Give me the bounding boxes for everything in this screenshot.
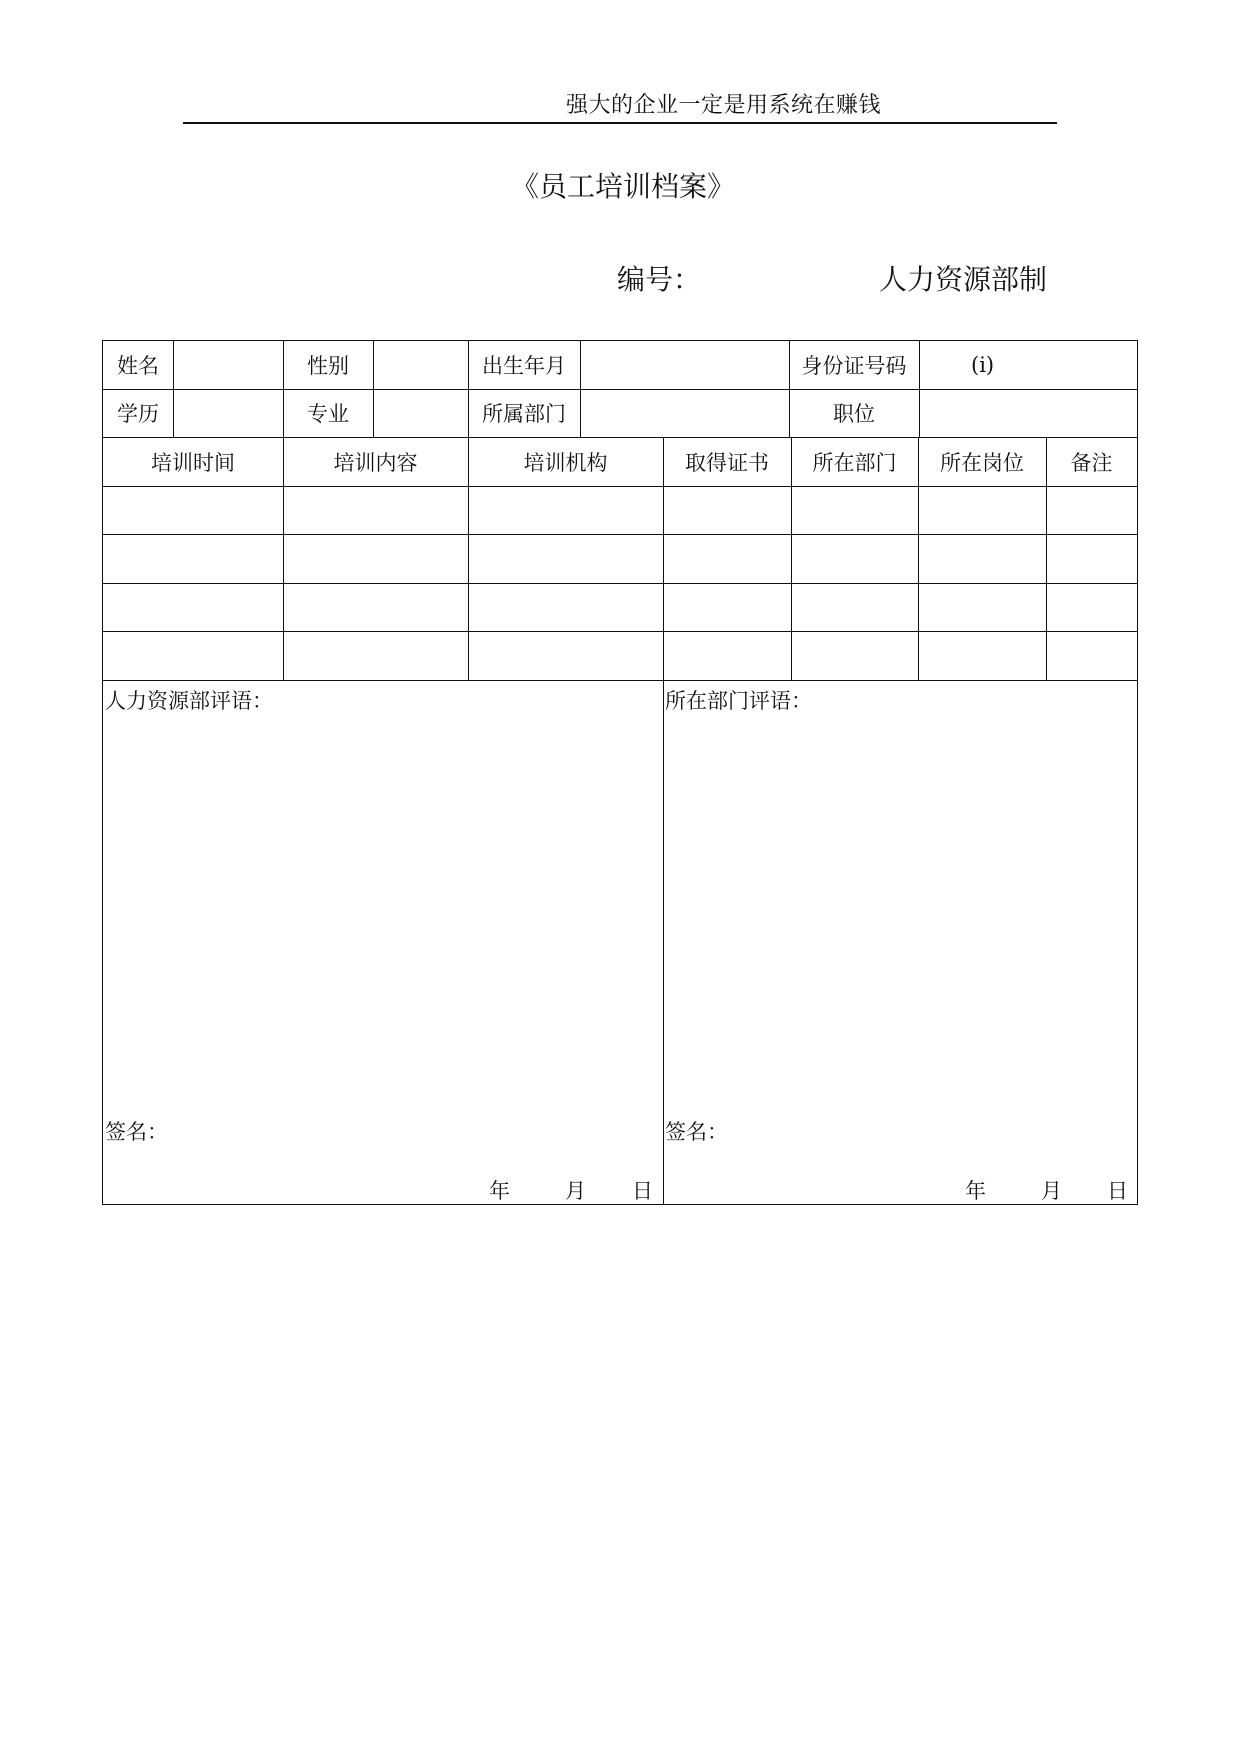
table-row-cell[interactable] [663, 583, 791, 631]
table-row-cell[interactable] [791, 631, 918, 680]
table-row-cell[interactable] [918, 583, 1046, 631]
name-label: 姓名 [117, 354, 159, 378]
dept-comment-label: 所在部门评语： [665, 689, 812, 713]
hr-date-month: 月 [565, 1179, 586, 1203]
header-divider [183, 122, 1057, 124]
table-row-cell[interactable] [1046, 631, 1137, 680]
department-label: 所属部门 [482, 402, 566, 426]
position-label: 职位 [833, 402, 875, 426]
training-header-department: 所在部门 [812, 450, 897, 475]
table-row-cell[interactable] [918, 486, 1046, 534]
training-header-content: 培训内容 [333, 450, 418, 475]
hr-date-year: 年 [489, 1179, 510, 1203]
table-row-cell[interactable] [103, 631, 283, 680]
table-row-cell[interactable] [468, 583, 663, 631]
training-header-institution: 培训机构 [523, 450, 608, 475]
table-row-cell[interactable] [283, 631, 468, 680]
gender-field[interactable] [373, 341, 468, 389]
table-row-cell[interactable] [103, 486, 283, 534]
table-row-cell[interactable] [791, 583, 918, 631]
table-row-cell[interactable] [918, 631, 1046, 680]
training-record-form [102, 340, 1138, 1205]
table-row-cell[interactable] [1046, 486, 1137, 534]
hr-comment-label: 人力资源部评语： [105, 689, 273, 713]
training-header-remarks: 备注 [1070, 450, 1113, 475]
table-row-cell[interactable] [1046, 534, 1137, 583]
table-row-cell[interactable] [663, 631, 791, 680]
header-slogan: 强大的企业一定是用系统在赚钱 [566, 93, 882, 118]
table-row-cell[interactable] [791, 486, 918, 534]
table-row-cell[interactable] [468, 486, 663, 534]
table-row-cell[interactable] [283, 583, 468, 631]
hr-signature-label: 签名： [105, 1120, 168, 1144]
table-row-cell[interactable] [103, 534, 283, 583]
position-field[interactable] [919, 389, 1137, 437]
table-row-cell[interactable] [1046, 583, 1137, 631]
name-field[interactable] [173, 341, 283, 389]
education-field[interactable] [173, 389, 283, 437]
training-header-post: 所在岗位 [940, 450, 1024, 475]
issuer-label: 人力资源部制 [879, 263, 1048, 296]
table-row-cell[interactable] [791, 534, 918, 583]
table-row-cell[interactable] [918, 534, 1046, 583]
row-divider [103, 680, 1137, 681]
dept-date-day: 日 [1107, 1179, 1128, 1203]
birth-label: 出生年月 [482, 354, 566, 378]
training-header-certificate: 取得证书 [685, 450, 769, 475]
table-row-cell[interactable] [283, 486, 468, 534]
table-row-cell[interactable] [663, 534, 791, 583]
table-row-cell[interactable] [468, 534, 663, 583]
dept-signature-label: 签名： [665, 1120, 728, 1144]
document-title: 《员工培训档案》 [511, 170, 736, 203]
table-row-cell[interactable] [103, 583, 283, 631]
education-label: 学历 [117, 402, 159, 426]
major-label: 专业 [307, 402, 349, 426]
birth-field[interactable] [580, 341, 789, 389]
department-field[interactable] [580, 389, 789, 437]
table-row-cell[interactable] [468, 631, 663, 680]
id-number-field[interactable]: (i) [971, 353, 995, 377]
hr-date-day: 日 [632, 1179, 653, 1203]
training-header-time: 培训时间 [151, 450, 235, 475]
dept-date-month: 月 [1041, 1179, 1062, 1203]
major-field[interactable] [373, 389, 468, 437]
id-number-label: 身份证号码 [801, 354, 907, 378]
serial-number-label: 编号： [617, 263, 702, 296]
table-row-cell[interactable] [663, 486, 791, 534]
gender-label: 性别 [307, 354, 349, 378]
table-row-cell[interactable] [283, 534, 468, 583]
dept-date-year: 年 [965, 1179, 986, 1203]
